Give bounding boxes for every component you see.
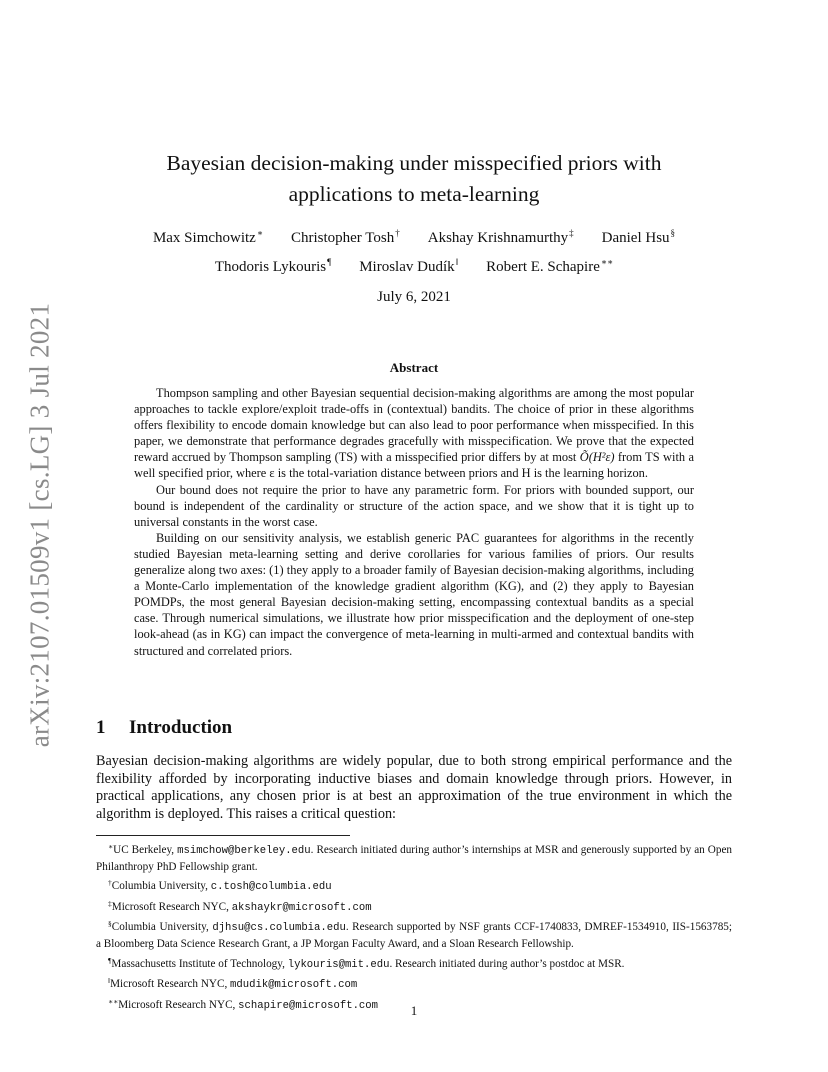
author-list-row-1 <box>96 228 732 247</box>
footnote: †Columbia University, c.tosh@columbia.edu <box>108 878 332 894</box>
abstract-body <box>134 385 694 659</box>
email-link[interactable]: msimchow@berkeley.edu <box>177 845 311 857</box>
intro-paragraph: Bayesian decision-making algorithms are widely popular, due to both strong empirical performance and the flexibility afforded by incorporating inductive biases and domain knowledge through priors. However, in practical applications, any chosen prior is at best an approximation of the true environment in which the algorithm is deployed. This raises a critical question: <box>96 753 732 822</box>
arxiv-identifier-text: arXiv:2107.01509v1 [cs.LG] 3 Jul 2021 <box>24 302 55 748</box>
email-link[interactable]: djhsu@cs.columbia.edu <box>212 922 346 935</box>
email-link[interactable]: schapire@microsoft.com <box>238 999 379 1012</box>
footnote: ‖Microsoft Research NYC, mdudik@microsoft.com <box>108 976 358 992</box>
email-link[interactable]: c.tosh@columbia.edu <box>210 881 332 894</box>
title-line-2: applications to meta-learning <box>288 182 540 206</box>
section-number: 1 <box>96 717 106 738</box>
footnote-rule <box>96 835 350 836</box>
abstract-heading: Abstract <box>389 360 439 375</box>
footnote: §Columbia University, djhsu@cs.columbia.edu. Research supported by NSF grants CCF-1740833, DMREF-1534910, IIS-1563785; a Bloomberg Data Science Research Grant, a JP Morgan Faculty Award, and a Sloan Research Fellowship. <box>96 919 732 950</box>
email-link[interactable]: mdudik@microsoft.com <box>230 979 358 992</box>
abstract-paragraph: Our bound does not require the prior to have any parametric form. For priors with bounded support, our bound is independent of the cardinality or structure of the action space, and we show that it is tight up to universal constants in the worst case. <box>134 482 694 529</box>
author: Max Simchowitz∗ <box>152 228 263 246</box>
section-heading <box>96 717 232 739</box>
author: Miroslav Dudík‖ <box>359 257 459 275</box>
page-number: 1 <box>410 1003 418 1018</box>
email-link[interactable]: lykouris@mit.edu <box>287 958 390 971</box>
footnote: ‡Microsoft Research NYC, akshaykr@microsoft.com <box>108 898 372 914</box>
author: Thodoris Lykouris¶ <box>214 257 332 275</box>
abstract-paragraph: Building on our sensitivity analysis, we establish generic PAC guarantees for algorithms in the recently studied Bayesian meta-learning setting and derive corollaries for various families of priors. Our results generalize along two axes: (1) they apply to a broader family of Bayesian decision-making algorithms, including a Monte-Carlo implementation of the knowledge gradient algorithm (KG), and (2) they apply to Bayesian POMDPs, the most general Bayesian decision-making setting, encompassing contextual bandits as a special case. Through numerical simulations, we illustrate how prior misspecification and the deployment of one-step look-ahead (as in KG) can impact the convergence of meta-learning in multi-armed and contextual bandits with structured and correlated priors. <box>134 530 694 658</box>
publication-date: July 6, 2021 <box>377 289 451 305</box>
section-title: Introduction <box>129 717 233 738</box>
author: Robert E. Schapire∗∗ <box>486 257 614 275</box>
author: Daniel Hsu§ <box>601 228 676 246</box>
arxiv-identifier <box>20 290 60 760</box>
footnote: ∗∗Microsoft Research NYC, schapire@microsoft.com <box>108 996 379 1012</box>
abstract-paragraph: Thompson sampling and other Bayesian sequential decision-making algorithms are among the most popular approaches to tackle explore/exploit trade-offs in (contextual) bandits. The choice of prior in these algorithms offers flexibility to encode domain knowledge but can also lead to poor performance when misspecified. In this paper, we demonstrate that performance degrades gracefully with misspecification. We prove that the expected reward accrued by Thompson sampling (TS) with a misspecified prior differs by at most Õ(H²ε) from TS with a well specified prior, where ε is the total-variation distance between priors and H is the learning horizon. <box>134 386 694 481</box>
footnote: ∗UC Berkeley, msimchow@berkeley.edu. Research initiated during author’s internships at MSR and generously supported by an Open Philanthropy PhD Fellowship grant. <box>96 842 733 873</box>
author: Akshay Krishnamurthy‡ <box>427 228 574 246</box>
title-line-1: Bayesian decision-making under misspecified priors with <box>166 151 662 175</box>
footnote: ¶Massachusetts Institute of Technology, lykouris@mit.edu. Research initiated during author’s postdoc at MSR. <box>108 955 625 971</box>
abstract-math: Õ(H²ε) <box>579 450 615 465</box>
author-list-row-2 <box>96 257 732 276</box>
paper-title <box>96 148 732 210</box>
author: Christopher Tosh† <box>290 228 400 246</box>
footnotes <box>96 839 732 1014</box>
email-link[interactable]: akshaykr@microsoft.com <box>231 901 372 914</box>
